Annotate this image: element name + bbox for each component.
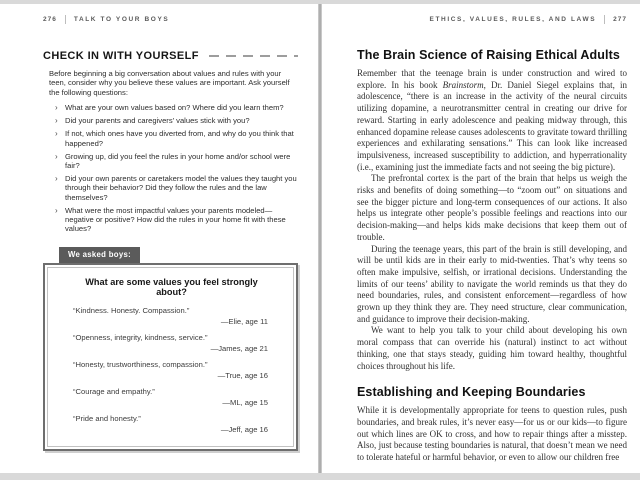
right-page: [322, 4, 640, 473]
right-running-head: [357, 12, 627, 26]
left-page-number: 276: [43, 15, 57, 23]
question-item: [55, 206, 298, 234]
question-item: [55, 174, 298, 202]
quote-text: “Kindness. Honesty. Compassion.”: [73, 306, 190, 316]
page-edge-bottom: [0, 473, 640, 480]
quote-attribution: —James, age 21: [210, 344, 268, 354]
question-item: [55, 103, 298, 112]
right-header-title: ETHICS, VALUES, RULES, AND LAWS: [429, 15, 597, 23]
header-divider: [65, 15, 66, 24]
quote-text: “Honesty, trustworthiness, compassion.”: [73, 360, 208, 370]
quote-text: “Openness, integrity, kindness, service.”: [73, 333, 208, 343]
section-heading-brain-science: The Brain Science of Raising Ethical Adults: [357, 48, 620, 62]
section-heading-boundaries: Establishing and Keeping Boundaries: [357, 385, 586, 400]
question-text: Growing up, did you feel the rules in your home and/or school were fair?: [65, 151, 291, 170]
quote-attribution: —Jeff, age 16: [220, 425, 268, 435]
question-item: [55, 116, 298, 125]
left-header-title: TALK TO YOUR BOYS: [73, 15, 170, 23]
paragraph-1-lead: Remember that the teenage brain is under construction and wired to explore. In his book: [357, 68, 627, 90]
arrow-bullet-icon: ›: [55, 129, 58, 139]
check-in-heading-row: [43, 50, 298, 62]
question-text: What were the most impactful values your parents modeled—negative or positive? How did the rules in your home fit with these values?: [65, 205, 286, 234]
question-text: Did your parents and caregivers’ values stick with you?: [65, 116, 250, 126]
quote-text: “Courage and empathy.”: [73, 387, 155, 397]
paragraph-3: During the teenage years, this part of the brain is still developing, and will be until kids are in their early to mid-twenties. That’s why teens so often make impulsive, selfish, or irrational decisions. Understanding the limits of our teens’ ability to navigate the world reminds us that they do need boundaries, rules, and consistent enforcement—regardless of how grown up they think they are. They need structure, clear communication, and guidance to improve their decision-making.: [357, 243, 627, 324]
check-in-question-list: [43, 103, 298, 233]
quote-list: [73, 306, 270, 434]
question-text: Did your own parents or caretakers model the values they taught you through their behavior? Did they follow the rules and the law themselves?: [65, 174, 297, 202]
arrow-bullet-icon: ›: [55, 205, 58, 215]
arrow-bullet-icon: ›: [55, 116, 58, 126]
paragraph-1-rest: , Dr. Daniel Siegel explains that, in adolescence, “there is an increase in the activity of the neural circuits utilizing dopamine, a neurotransmitter central in creating our drive for reward. Starting in early adolescence and peaking midway through, this enhanced dopamine release causes adolescents to gravitate toward thrilling experiences and exhilarating sensations.” This can look like increased impulsiveness, increased susceptibility to addiction, and hyperrationality (i.e., examining just the immediate facts and not seeing the big picture).: [357, 79, 627, 172]
quote-box: [43, 263, 298, 451]
paragraph-5: While it is developmentally appropriate for teens to question rules, push boundaries, and break rules, it’s never easy—for us or our kids—to figure out which lines are OK to cross, and how to repair things after a misstep. Also, just because testing boundaries is natural, that doesn’t mean we need to tolerate hateful or harmful behavior, or even to allow our children free: [357, 405, 627, 463]
quote-attribution: —Elie, age 11: [220, 317, 268, 327]
quote-item: [73, 414, 270, 434]
header-divider: [604, 15, 605, 24]
paragraph-4: We want to help you talk to your child about developing his own moral compass that can override his (natural) instinct to act without thinking, one that stays steady, guiding him toward healthy, thoughtful choices throughout his life.: [357, 325, 627, 371]
question-text: What are your own values based on? Where did you learn them?: [65, 102, 284, 112]
quote-item: [73, 306, 270, 326]
check-in-intro: Before beginning a big conversation about values and rules with your teen, consider why you believe these values are important. Ask yourself the following questions:: [49, 69, 290, 97]
heading-dash-rule: [209, 55, 298, 58]
quote-attribution: —ML, age 15: [222, 398, 268, 408]
check-in-heading: CHECK IN WITH YOURSELF: [43, 50, 199, 62]
quote-item: [73, 333, 270, 353]
question-item: [55, 129, 298, 147]
we-asked-boys-label: We asked boys:: [59, 247, 140, 263]
paragraph-1: [357, 68, 627, 173]
left-page: [0, 4, 318, 473]
book-title-italic: Brainstorm: [442, 79, 484, 90]
quote-item: [73, 387, 270, 407]
right-page-number: 277: [613, 15, 627, 23]
paragraph-2: The prefrontal cortex is the part of the brain that helps us weigh the risks and benefits of doing something—to “zoom out” on situations and see the bigger picture and long-term consequences of our actions. It also helps us integrate other people’s possible feelings and reactions into our decision-making—and helps kids make decisions that keep them out of trouble.: [357, 173, 627, 242]
arrow-bullet-icon: ›: [55, 102, 58, 112]
question-item: [55, 152, 298, 170]
arrow-bullet-icon: ›: [55, 174, 58, 184]
left-running-head: [43, 12, 298, 26]
quote-box-title: What are some values you feel strongly about?: [85, 277, 258, 298]
quote-text: “Pride and honesty.”: [73, 414, 141, 424]
question-text: If not, which ones have you diverted from, and why do you think that happened?: [65, 129, 294, 148]
check-in-section: [43, 50, 298, 233]
quote-attribution: —True, age 16: [217, 371, 268, 381]
arrow-bullet-icon: ›: [55, 151, 58, 161]
quote-item: [73, 360, 270, 380]
